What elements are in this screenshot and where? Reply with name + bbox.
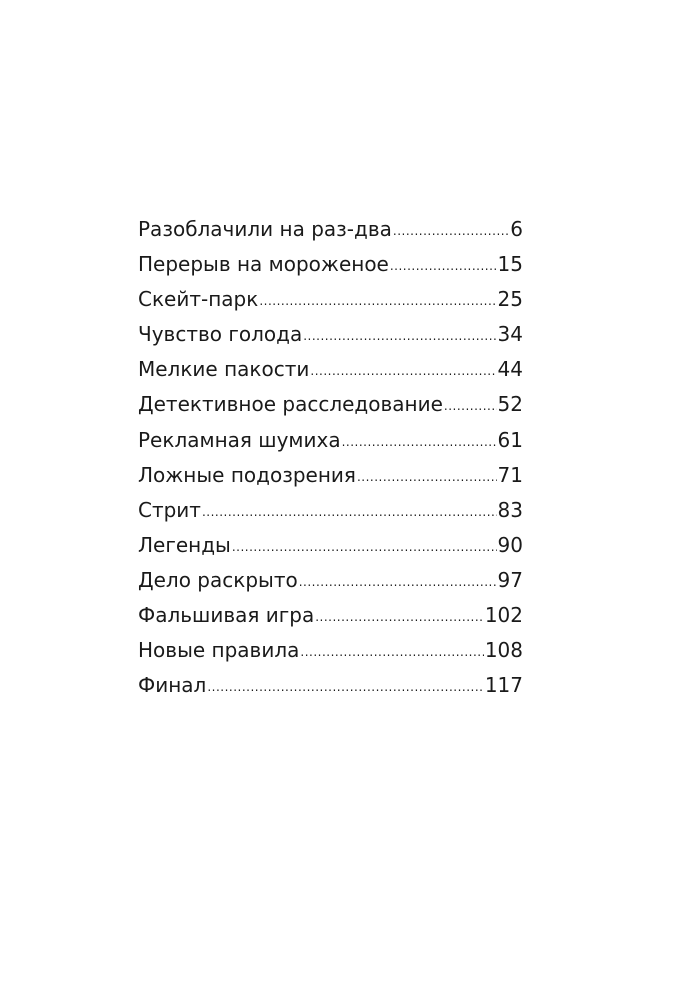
toc-entry-page: 44: [497, 357, 523, 382]
toc-entry-page: 117: [484, 673, 523, 698]
toc-entry: [138, 423, 523, 458]
toc-entry-title: Легенды: [138, 532, 231, 557]
toc-entry-page: 90: [497, 532, 523, 557]
toc-entry: [138, 598, 523, 633]
toc-dot-leader: [315, 611, 484, 623]
toc-entry-title: Перерыв на мороженое: [138, 252, 389, 277]
toc-entry: [138, 493, 523, 528]
toc-entry-page: 25: [497, 287, 523, 312]
toc-dot-leader: [393, 225, 509, 237]
toc-entry: [138, 633, 523, 668]
toc-dot-leader: [202, 506, 497, 518]
toc-entry-page: 15: [497, 252, 523, 277]
toc-entry-title: Фальшивая игра: [138, 603, 315, 628]
toc-entry: [138, 317, 523, 352]
toc-entry-title: Рекламная шумиха: [138, 427, 341, 452]
toc-entry-page: 83: [497, 497, 523, 522]
toc-entry: [138, 212, 523, 247]
toc-dot-leader: [303, 330, 496, 342]
toc-dot-leader: [299, 576, 497, 588]
toc-entry-title: Новые правила: [138, 638, 300, 663]
toc-entry: [138, 458, 523, 493]
toc-entry: [138, 282, 523, 317]
toc-dot-leader: [259, 295, 496, 307]
toc-entry-title: Чувство голода: [138, 322, 303, 347]
toc-entry-title: Стрит: [138, 497, 201, 522]
toc-entry-page: 34: [497, 322, 523, 347]
toc-entry-title: Мелкие пакости: [138, 357, 310, 382]
toc-entry-page: 6: [510, 217, 523, 241]
toc-entry-title: Дело раскрыто: [138, 567, 298, 592]
toc-dot-leader: [232, 541, 497, 553]
toc-entry: [138, 247, 523, 282]
toc-entry-page: 102: [484, 603, 523, 628]
table-of-contents: [138, 212, 523, 703]
toc-entry: [138, 668, 523, 703]
toc-entry-page: 52: [497, 392, 523, 417]
toc-entry-page: 97: [497, 567, 523, 592]
toc-entry: [138, 387, 523, 422]
toc-entry-page: 71: [497, 462, 523, 487]
toc-dot-leader: [342, 436, 497, 448]
toc-dot-leader: [310, 365, 496, 377]
toc-entry: [138, 563, 523, 598]
toc-dot-leader: [390, 260, 497, 272]
toc-dot-leader: [357, 471, 497, 483]
toc-entry-page: 61: [497, 427, 523, 452]
toc-entry-title: Разоблачили на раз-два: [138, 217, 392, 241]
toc-dot-leader: [444, 400, 497, 412]
toc-entry-page: 108: [484, 638, 523, 663]
toc-dot-leader: [207, 681, 483, 693]
toc-entry-title: Детективное расследование: [138, 392, 443, 417]
toc-dot-leader: [300, 646, 483, 658]
toc-entry-title: Ложные подозрения: [138, 462, 356, 487]
toc-entry: [138, 352, 523, 387]
toc-entry-title: Финал: [138, 673, 207, 698]
toc-entry-title: Скейт-парк: [138, 287, 259, 312]
toc-entry: [138, 528, 523, 563]
